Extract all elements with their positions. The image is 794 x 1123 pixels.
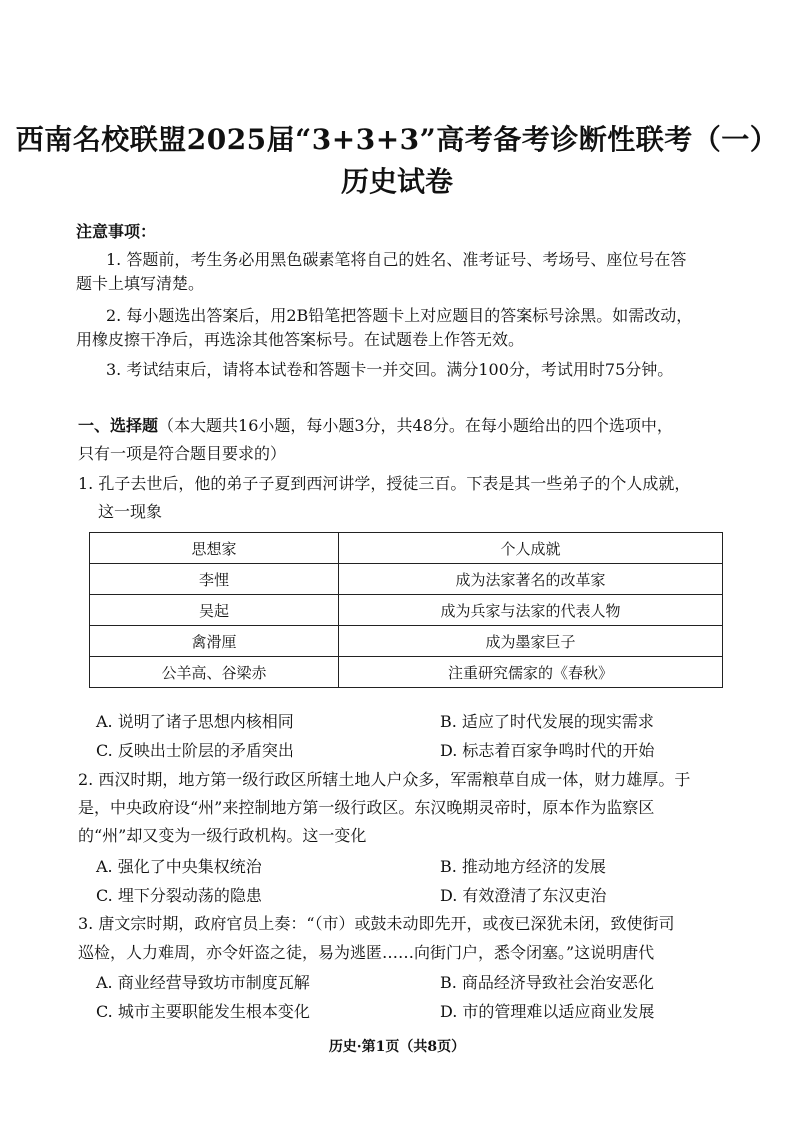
page-footer: 历史·第1页（共8页）	[328, 1039, 466, 1055]
question-2-option-d: D. 有效澄清了东汉吏治	[440, 886, 607, 905]
question-3-option-d: D. 市的管理难以适应商业发展	[440, 1002, 655, 1021]
table-row	[90, 595, 723, 626]
question-2-stem-line3: 的“州”却又变为一级行政机构。这一变化	[78, 826, 367, 845]
question-2-stem-line2: 是，中央政府设“州”来控制地方第一级行政区。东汉晚期灵帝时，原本作为监察区	[78, 798, 655, 817]
notice-item-2: 2. 每小题选出答案后，用2B铅笔把答题卡上对应题目的答案标号涂黑。如需改动，	[106, 306, 693, 325]
question-1-stem-line1: 1. 孔子去世后，他的弟子子夏到西河讲学，授徒三百。下表是其一些弟子的个人成就，	[78, 474, 691, 493]
question-3-option-c: C. 城市主要职能发生根本变化	[96, 1002, 310, 1021]
section-heading: 一、选择题	[78, 416, 159, 435]
table-header-cell: 个人成就	[339, 533, 723, 564]
exam-title: 西南名校联盟2025届“3+3+3”高考备考诊断性联考（一）	[15, 123, 779, 156]
table-cell: 成为墨家巨子	[339, 626, 723, 657]
question-1-option-d: D. 标志着百家争鸣时代的开始	[440, 741, 655, 760]
question-1-table	[89, 532, 723, 688]
question-1-stem-line2: 这一现象	[98, 502, 163, 521]
notice-item-2-cont: 用橡皮擦干净后，再选涂其他答案标号。在试题卷上作答无效。	[76, 330, 525, 349]
table-header-cell: 思想家	[90, 533, 339, 564]
section-description	[78, 416, 673, 436]
question-3-stem-line1: 3. 唐文宗时期，政府官员上奏：“（市）或鼓未动即先开，或夜已深犹未闭，致使街司	[78, 914, 675, 933]
table-cell: 成为兵家与法家的代表人物	[339, 595, 723, 626]
section-desc-line1: （本大题共16小题，每小题3分，共48分。在每小题给出的四个选项中，	[158, 416, 673, 435]
table-cell: 禽滑厘	[90, 626, 339, 657]
question-3-stem-line2: 巡检，人力难周，亦令奸盗之徒，易为逃匿……向街门户，悉令闭塞。”这说明唐代	[78, 943, 655, 962]
notice-item-1-cont: 题卡上填写清楚。	[76, 274, 205, 293]
table-header-row	[90, 533, 723, 564]
table-cell: 李悝	[90, 564, 339, 595]
table-row	[90, 657, 723, 688]
table-cell: 吴起	[90, 595, 339, 626]
question-3-option-b: B. 商品经济导致社会治安恶化	[440, 973, 654, 992]
notice-heading: 注意事项：	[76, 222, 157, 241]
exam-subject-title: 历史试卷	[340, 165, 453, 198]
question-1-option-a: A. 说明了诸子思想内核相同	[96, 712, 294, 731]
table-cell: 注重研究儒家的《春秋》	[339, 657, 723, 688]
table-row	[90, 626, 723, 657]
table-cell: 成为法家著名的改革家	[339, 564, 723, 595]
question-2-option-c: C. 埋下分裂动荡的隐患	[96, 886, 262, 905]
notice-item-1: 1. 答题前，考生务必用黑色碳素笔将自己的姓名、准考证号、考场号、座位号在答	[106, 250, 687, 269]
question-3-option-a: A. 商业经营导致坊市制度瓦解	[96, 973, 310, 992]
question-1-option-b: B. 适应了时代发展的现实需求	[440, 712, 654, 731]
question-1-option-c: C. 反映出士阶层的矛盾突出	[96, 741, 294, 760]
table-cell: 公羊高、谷梁赤	[90, 657, 339, 688]
question-2-option-a: A. 强化了中央集权统治	[96, 857, 262, 876]
table-row	[90, 564, 723, 595]
question-2-stem-line1: 2. 西汉时期，地方第一级行政区所辖土地人户众多，军需粮草自成一体，财力雄厚。于	[78, 770, 691, 789]
section-desc-line2: 只有一项是符合题目要求的）	[78, 444, 287, 463]
question-2-option-b: B. 推动地方经济的发展	[440, 857, 606, 876]
notice-item-3: 3. 考试结束后，请将本试卷和答题卡一并交回。满分100分，考试用时75分钟。	[106, 360, 674, 379]
